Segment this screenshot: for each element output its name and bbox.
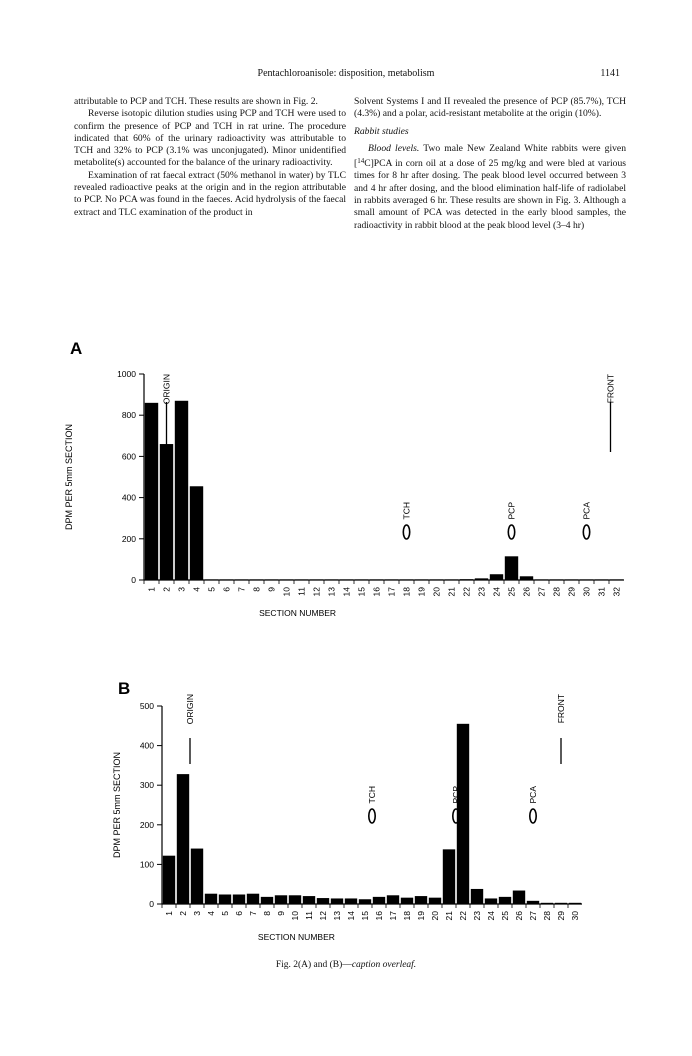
- x-tick-label: 9: [266, 587, 277, 592]
- bar-section-10: [280, 579, 293, 580]
- bar-section-10: [289, 895, 301, 904]
- x-tick-label: 22: [461, 587, 472, 597]
- bar-section-20: [430, 579, 443, 580]
- x-tick-label: 15: [356, 587, 367, 597]
- bar-section-4: [190, 486, 203, 580]
- bar-section-19: [415, 896, 427, 904]
- x-tick-label: 25: [506, 587, 517, 597]
- x-tick-label: 31: [596, 587, 607, 597]
- y-tick-label: 400: [139, 740, 154, 751]
- x-tick-label: 13: [326, 587, 337, 597]
- bar-section-18: [400, 579, 413, 580]
- x-tick-label: 1: [146, 587, 157, 592]
- marker-label: PCP: [506, 502, 517, 520]
- x-axis-title: SECTION NUMBER: [259, 608, 337, 618]
- x-tick-label: 19: [416, 911, 426, 921]
- bar-section-19: [415, 579, 428, 580]
- x-tick-label: 28: [551, 587, 562, 597]
- left-paragraph-3: Examination of rat faecal extract (50% methanol in water) by TLC revealed radioactive peaks at the origin and in the region attributable to PCP. No PCA was found in the faeces. Acid hydrolysis of the faecal extract and TLC examination of the product in: [74, 169, 346, 218]
- right-text-column: [354, 96, 626, 232]
- y-tick-label: 600: [121, 451, 136, 462]
- right-paragraph-2-a: Two male New Zealand White rabbits were given [: [354, 142, 626, 170]
- x-tick-label: 27: [536, 587, 547, 597]
- x-tick-label: 14: [346, 911, 356, 921]
- marker-spot: [530, 809, 536, 823]
- bar-section-25: [505, 556, 518, 580]
- bar-section-12: [310, 579, 323, 580]
- bar-section-27: [527, 901, 539, 904]
- blood-levels-runin: Blood levels.: [368, 142, 420, 154]
- x-tick-label: 24: [486, 911, 496, 921]
- x-tick-label: 20: [431, 587, 442, 597]
- y-tick-label: 1000: [117, 369, 136, 379]
- y-tick-label: 800: [121, 410, 136, 421]
- bar-section-11: [295, 579, 308, 580]
- bar-section-8: [250, 579, 263, 580]
- marker-tch: [367, 786, 377, 823]
- bar-section-7: [235, 579, 248, 580]
- x-tick-label: 2: [161, 587, 172, 592]
- x-tick-label: 17: [386, 587, 397, 597]
- x-tick-label: 5: [220, 911, 230, 916]
- bar-section-23: [475, 578, 488, 580]
- x-tick-label: 10: [281, 587, 292, 597]
- bar-section-5: [219, 894, 231, 904]
- bar-section-22: [460, 579, 473, 580]
- x-axis-title: SECTION NUMBER: [257, 932, 335, 942]
- bar-section-13: [325, 579, 338, 580]
- x-tick-label: 3: [176, 587, 187, 592]
- x-tick-label: 20: [430, 911, 440, 921]
- marker-spot: [583, 525, 589, 539]
- x-tick-label: 4: [191, 587, 202, 592]
- bar-section-25: [499, 897, 511, 904]
- bar-section-29: [565, 579, 578, 580]
- page-number: 1141: [600, 68, 620, 79]
- y-tick-label: 200: [121, 533, 136, 544]
- right-paragraph-1: Solvent Systems I and II revealed the presence of PCP (85.7%), TCH (4.3%) and a polar, acid-resistant metabolite at the origin (10%).: [354, 96, 626, 120]
- bar-section-7: [247, 894, 259, 904]
- marker-pcp: [451, 786, 461, 823]
- x-tick-label: 22: [458, 911, 468, 921]
- x-tick-label: 11: [304, 911, 314, 920]
- bar-section-2: [177, 774, 189, 904]
- y-tick-label: 0: [131, 575, 136, 585]
- y-tick-label: 400: [121, 492, 136, 503]
- x-tick-label: 8: [251, 587, 262, 592]
- bar-section-27: [535, 579, 548, 580]
- bar-section-11: [303, 896, 315, 904]
- figure-caption: [0, 960, 692, 970]
- figure-panel-b: [0, 664, 692, 948]
- marker-origin: [162, 374, 172, 452]
- x-tick-label: 8: [262, 911, 272, 916]
- bar-section-30: [569, 903, 581, 904]
- x-tick-label: 11: [296, 587, 307, 596]
- bar-section-9: [275, 895, 287, 904]
- bar-section-2: [160, 444, 173, 580]
- x-tick-label: 2: [178, 911, 188, 916]
- marker-label: PCA: [528, 786, 538, 804]
- bar-section-1: [145, 403, 158, 580]
- bar-section-30: [580, 579, 593, 580]
- x-tick-label: 30: [570, 911, 580, 921]
- caption-italic: caption overleaf.: [351, 960, 417, 970]
- x-tick-label: 24: [491, 587, 502, 597]
- x-tick-label: 30: [581, 587, 592, 597]
- x-tick-label: 6: [221, 587, 232, 592]
- bar-section-26: [520, 576, 533, 580]
- x-tick-label: 1: [164, 911, 174, 916]
- y-tick-label: 100: [139, 859, 154, 870]
- bar-section-15: [359, 899, 371, 904]
- x-tick-label: 28: [542, 911, 552, 921]
- x-tick-label: 19: [416, 587, 427, 597]
- bar-section-3: [191, 849, 203, 904]
- bar-section-24: [485, 898, 497, 904]
- marker-pcp: [507, 502, 517, 539]
- marker-tch: [402, 502, 412, 539]
- bar-section-17: [385, 579, 398, 580]
- chart-panel-a: [0, 332, 692, 628]
- section-heading-rabbit: Rabbit studies: [354, 125, 409, 137]
- bar-section-21: [443, 849, 455, 904]
- bar-section-6: [220, 579, 233, 580]
- figure-panel-a: [0, 332, 692, 628]
- x-tick-label: 15: [360, 911, 370, 921]
- y-tick-label: 500: [139, 701, 154, 711]
- x-tick-label: 7: [236, 587, 247, 592]
- x-tick-label: 14: [341, 587, 352, 597]
- x-tick-label: 10: [290, 911, 300, 921]
- bar-section-32: [610, 579, 623, 580]
- marker-spot: [508, 525, 514, 539]
- marker-label: TCH: [401, 502, 412, 520]
- x-tick-label: 29: [566, 587, 577, 597]
- marker-spot: [369, 809, 375, 823]
- bar-section-29: [555, 903, 567, 904]
- left-paragraph-1: attributable to PCP and TCH. These results are shown in Fig. 2.: [74, 96, 318, 107]
- bar-section-14: [340, 579, 353, 580]
- bar-section-23: [471, 889, 483, 904]
- x-tick-label: 25: [500, 911, 510, 921]
- x-tick-label: 16: [374, 911, 384, 921]
- bar-section-21: [445, 579, 458, 580]
- x-tick-label: 23: [476, 587, 487, 597]
- bar-section-3: [175, 401, 188, 580]
- x-tick-label: 26: [521, 587, 532, 597]
- x-tick-label: 9: [276, 911, 286, 916]
- bar-section-6: [233, 894, 245, 904]
- y-axis-title: DPM PER 5mm SECTION: [112, 751, 122, 859]
- x-tick-label: 32: [611, 587, 622, 597]
- x-tick-label: 7: [248, 911, 258, 916]
- x-tick-label: 12: [311, 587, 322, 597]
- marker-label: TCH: [367, 786, 377, 804]
- x-tick-label: 13: [332, 911, 342, 921]
- y-tick-label: 0: [149, 899, 154, 909]
- x-tick-label: 17: [388, 911, 398, 921]
- marker-label: FRONT: [605, 374, 616, 404]
- marker-origin: [185, 694, 195, 764]
- x-tick-label: 29: [556, 911, 566, 921]
- marker-front: [556, 694, 566, 764]
- bar-section-20: [429, 898, 441, 904]
- x-tick-label: 26: [514, 911, 524, 921]
- marker-label: PCP: [451, 786, 461, 804]
- x-tick-label: 18: [401, 587, 412, 597]
- caption-main: Fig. 2(A) and (B)—: [275, 960, 352, 970]
- marker-front: [606, 374, 616, 452]
- bar-section-8: [261, 897, 273, 904]
- bar-section-5: [205, 579, 218, 580]
- bar-section-4: [205, 894, 217, 904]
- bar-section-31: [595, 579, 608, 580]
- bar-section-24: [490, 574, 503, 580]
- marker-label: ORIGIN: [185, 694, 195, 725]
- bar-section-1: [163, 856, 175, 904]
- bar-section-17: [387, 895, 399, 904]
- x-tick-label: 6: [234, 911, 244, 916]
- marker-label: ORIGIN: [161, 374, 172, 405]
- x-tick-label: 23: [472, 911, 482, 921]
- right-paragraph-2: [354, 143, 626, 232]
- x-tick-label: 16: [371, 587, 382, 597]
- x-tick-label: 12: [318, 911, 328, 921]
- bar-section-28: [541, 903, 553, 904]
- marker-pca: [528, 786, 538, 823]
- left-text-column: [74, 96, 346, 219]
- panel-label: B: [118, 679, 131, 698]
- x-tick-label: 21: [444, 911, 454, 921]
- chart-panel-b: [0, 664, 692, 948]
- x-tick-label: 21: [446, 587, 457, 597]
- y-tick-label: 200: [139, 819, 154, 830]
- y-axis-title: DPM PER 5mm SECTION: [64, 423, 74, 531]
- right-paragraph-2-b: C]PCA in corn oil at a dose of 25 mg/kg and were bled at various times for 8 hr after dosing. The peak blood level occurred between 3 and 4 hr after dosing, and the blood elimination half-life of radiolabel in rabbits averaged 6 hr. These results are shown in Fig. 3. Although a small amount of PCA was detected in the early blood samples, the radioactivity in rabbit blood at the peak blood level (3–4 hr): [354, 158, 626, 231]
- x-tick-label: 18: [402, 911, 412, 921]
- bar-section-15: [355, 579, 368, 580]
- left-paragraph-2: Reverse isotopic dilution studies using PCP and TCH were used to confirm the presence of PCP and TCH in rat urine. The procedure indicated that 60% of the urinary radioactivity was attributable to TCH and 32% to PCP (3.1% was unconjugated). Minor unidentified metabolite(s) accounted for the balance of the urinary radioactivity.: [74, 108, 346, 169]
- marker-spot: [403, 525, 409, 539]
- running-title: Pentachloroanisole: disposition, metabolism: [257, 68, 435, 79]
- bar-section-13: [331, 898, 343, 904]
- x-tick-label: 5: [206, 587, 217, 592]
- bar-section-14: [345, 898, 357, 904]
- marker-label: PCA: [581, 502, 592, 520]
- isotope-superscript: 14: [357, 157, 365, 166]
- x-tick-label: 27: [528, 911, 538, 921]
- y-tick-label: 300: [139, 780, 154, 791]
- x-tick-label: 4: [206, 911, 216, 916]
- bar-section-9: [265, 579, 278, 580]
- bar-section-26: [513, 891, 525, 904]
- running-head: [0, 68, 692, 82]
- bar-section-28: [550, 579, 563, 580]
- bar-section-16: [373, 897, 385, 904]
- marker-pca: [582, 502, 592, 539]
- bar-section-16: [370, 579, 383, 580]
- bar-section-18: [401, 898, 413, 904]
- x-tick-label: 3: [192, 911, 202, 916]
- marker-label: FRONT: [556, 694, 566, 724]
- panel-label: A: [70, 339, 83, 358]
- bar-section-12: [317, 898, 329, 904]
